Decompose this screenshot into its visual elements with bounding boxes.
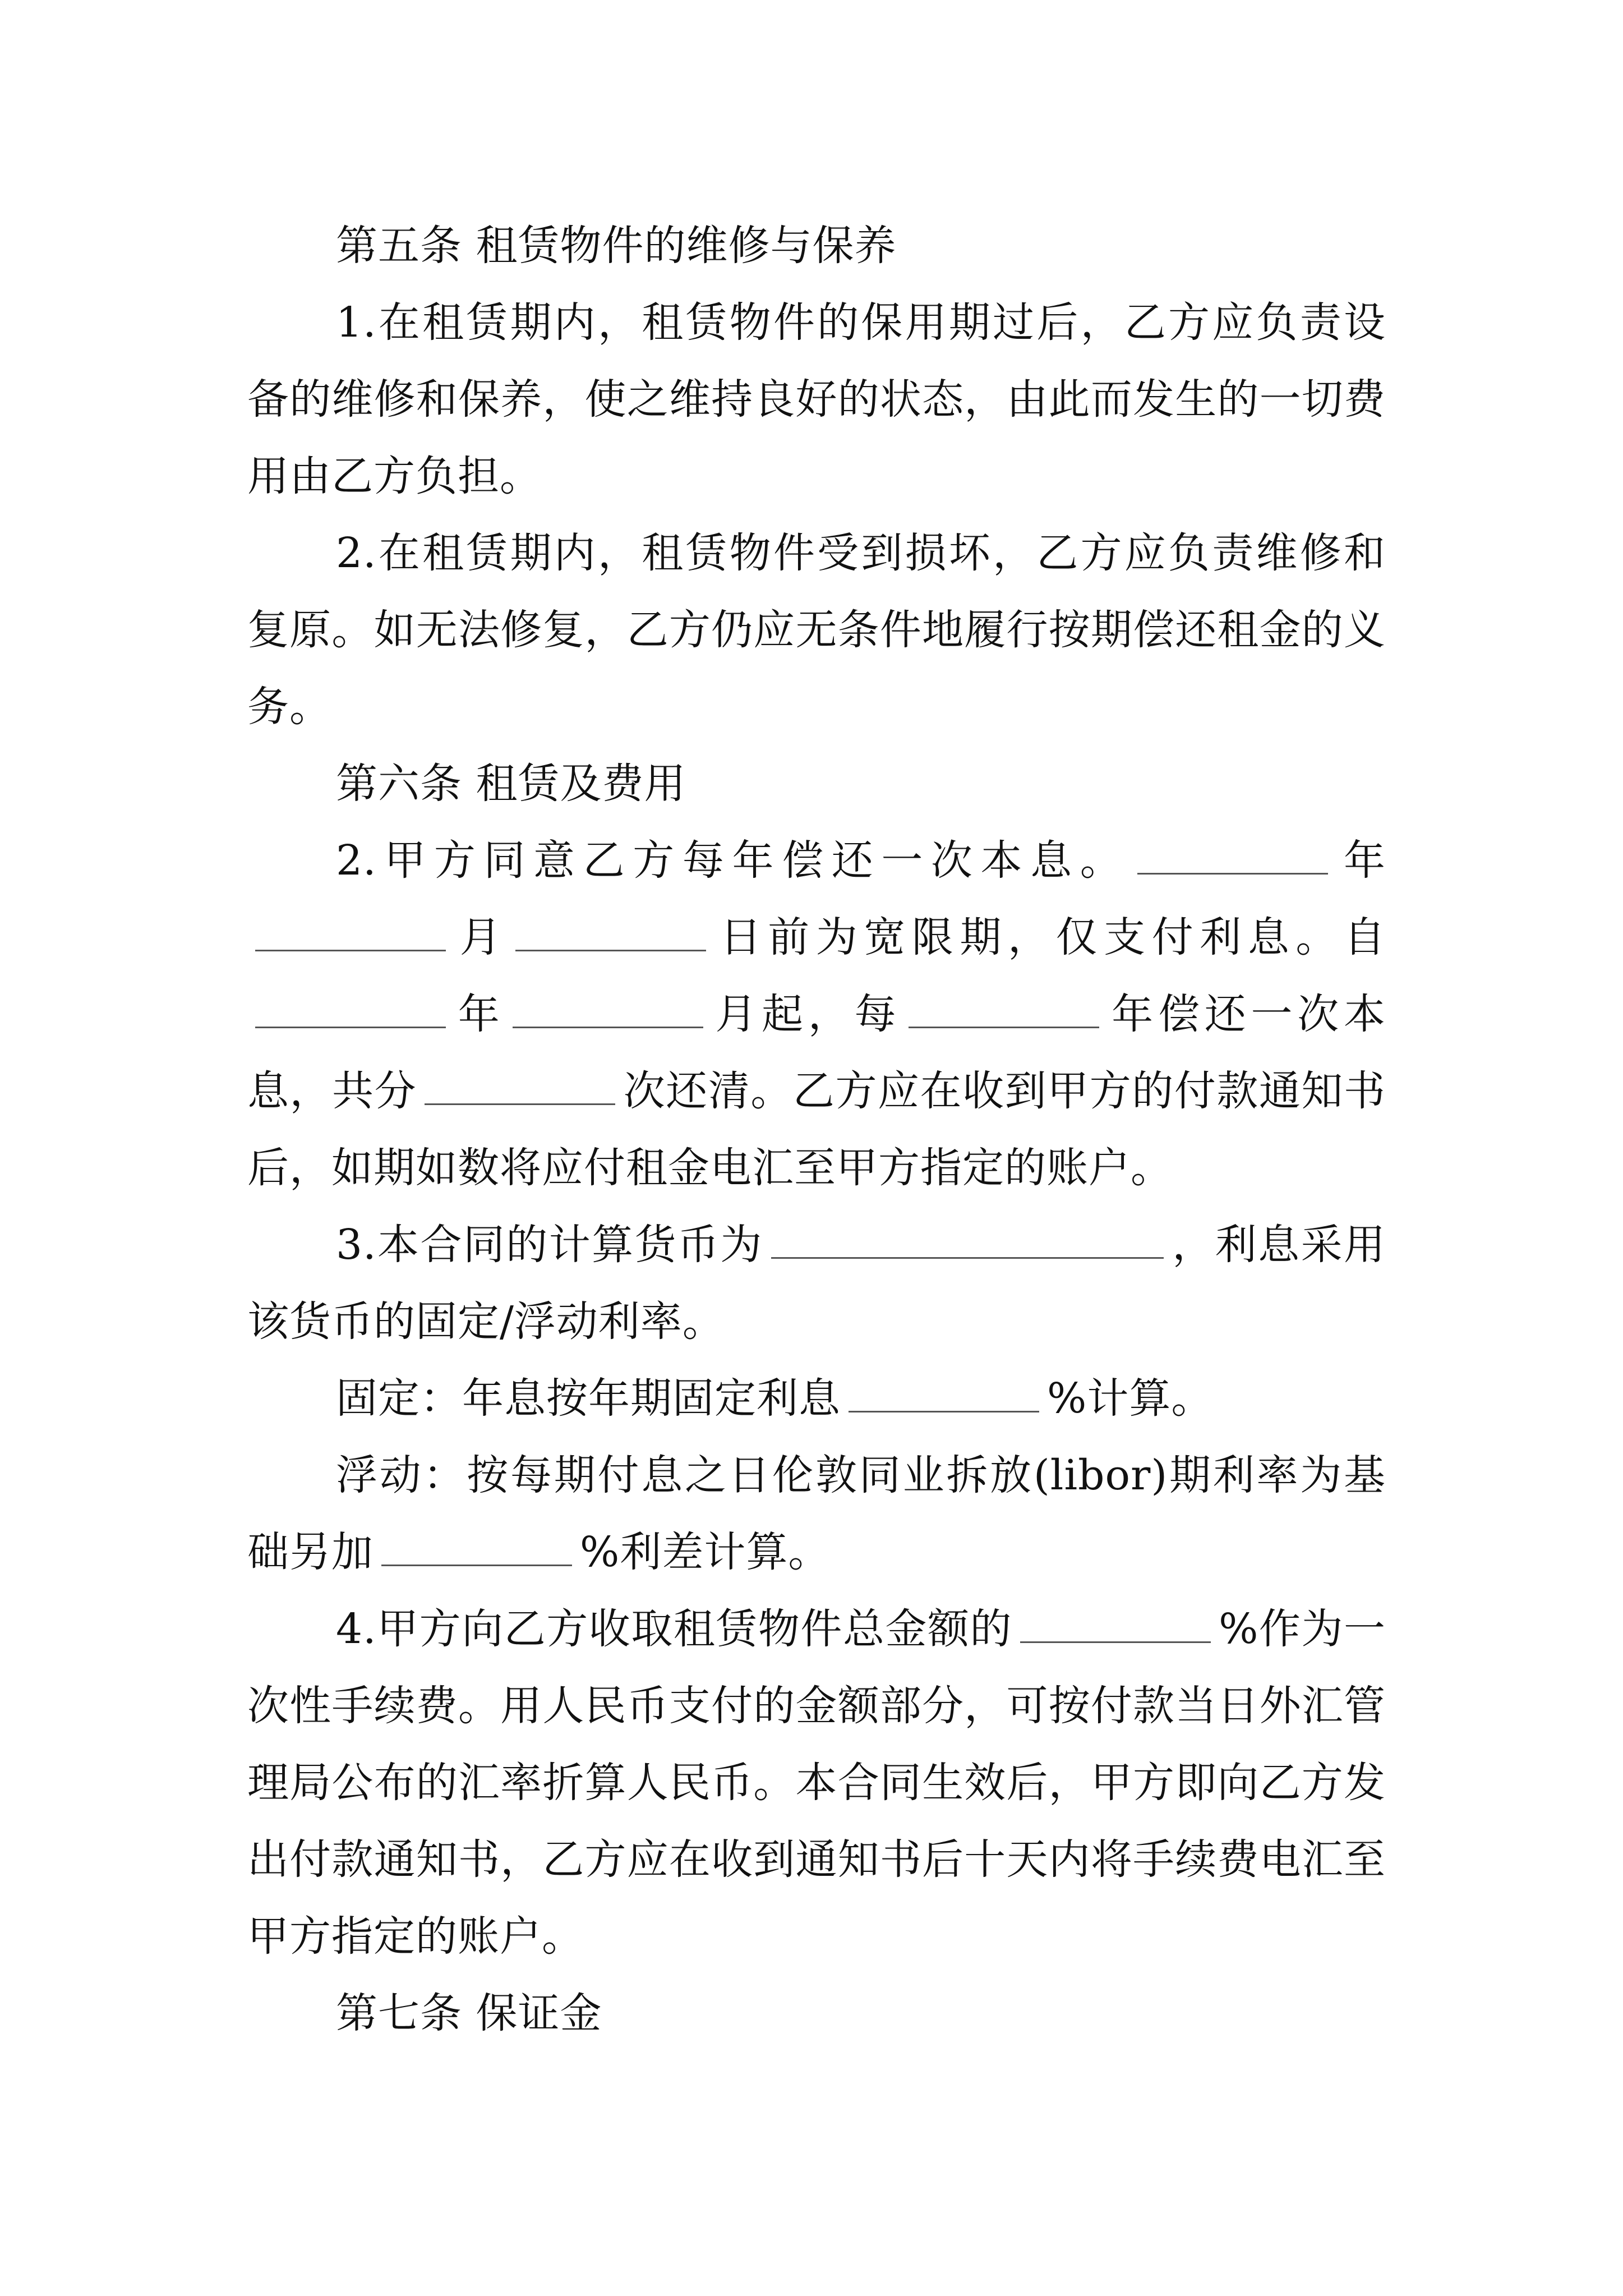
text-segment: 浮动：按每期付息之日伦敦同业拆放(libor)期利率为基础另加	[247, 1451, 1386, 1576]
document-body	[247, 208, 1386, 2052]
blank-currency	[771, 1221, 1164, 1259]
article-5-clause-1: 1.在租赁期内，租赁物件的保用期过后，乙方应负责设备的维修和保养，使之维持良好的状态，由此而发生的一切费用由乙方负担。	[247, 298, 1386, 500]
blank-spread	[381, 1529, 572, 1566]
article-6-clause-3	[247, 1207, 1386, 1360]
text-segment: 固定：年息按年期固定利息	[336, 1374, 841, 1423]
blank-year-2	[255, 991, 446, 1028]
article-6-clause-2	[247, 822, 1386, 1207]
text-segment: 年偿还一次本息，共分	[247, 990, 1386, 1115]
blank-interval-years	[909, 991, 1099, 1028]
blank-day-1	[515, 914, 706, 951]
text-segment: 2.甲方同意乙方每年偿还一次本息。	[336, 836, 1130, 885]
blank-fixed-rate	[849, 1375, 1039, 1412]
text-segment: 年	[454, 990, 505, 1038]
text-segment: 4.甲方向乙方收取租赁物件总金额的	[336, 1605, 1013, 1653]
text-segment: 日前为宽限期，仅支付利息。自	[714, 913, 1386, 961]
blank-installments	[425, 1068, 615, 1105]
fixed-rate-clause	[247, 1360, 1386, 1437]
text-segment: 3.本合同的计算货币为	[336, 1221, 763, 1269]
text-segment: 月起，每	[711, 990, 901, 1038]
blank-month-2	[513, 991, 703, 1028]
text-segment: 次还清。乙方应在收到甲方的付款通知书后，如期如数将应付租金电汇至甲方指定的账户。	[247, 1067, 1386, 1192]
text-segment: %利差计算。	[580, 1528, 831, 1576]
blank-month-1	[255, 914, 446, 951]
article-7-heading: 第七条 保证金	[336, 1989, 602, 2037]
text-segment: ，利息采用该货币的固定/浮动利率。	[247, 1221, 1386, 1346]
floating-rate-clause	[247, 1437, 1386, 1591]
article-6-heading: 第六条 租赁及费用	[336, 760, 686, 808]
text-segment: 年	[1336, 836, 1386, 885]
blank-fee-percent	[1020, 1605, 1211, 1643]
text-segment: %计算。	[1047, 1374, 1214, 1423]
blank-year-1	[1137, 837, 1328, 875]
text-segment: 月	[454, 913, 508, 961]
article-5-clause-2: 2.在租赁期内，租赁物件受到损坏，乙方应负责维修和复原。如无法修复，乙方仍应无条件地履行按期偿还租金的义务。	[247, 529, 1386, 731]
article-5-heading: 第五条 租赁物件的维修与保养	[336, 222, 897, 270]
text-segment: %作为一次性手续费。用人民币支付的金额部分，可按付款当日外汇管理局公布的汇率折算人民币。本合同生效后，甲方即向乙方发出付款通知书，乙方应在收到通知书后十天内将手续费电汇至甲方指定的账户。	[247, 1605, 1386, 1961]
article-6-clause-4	[247, 1591, 1386, 1975]
